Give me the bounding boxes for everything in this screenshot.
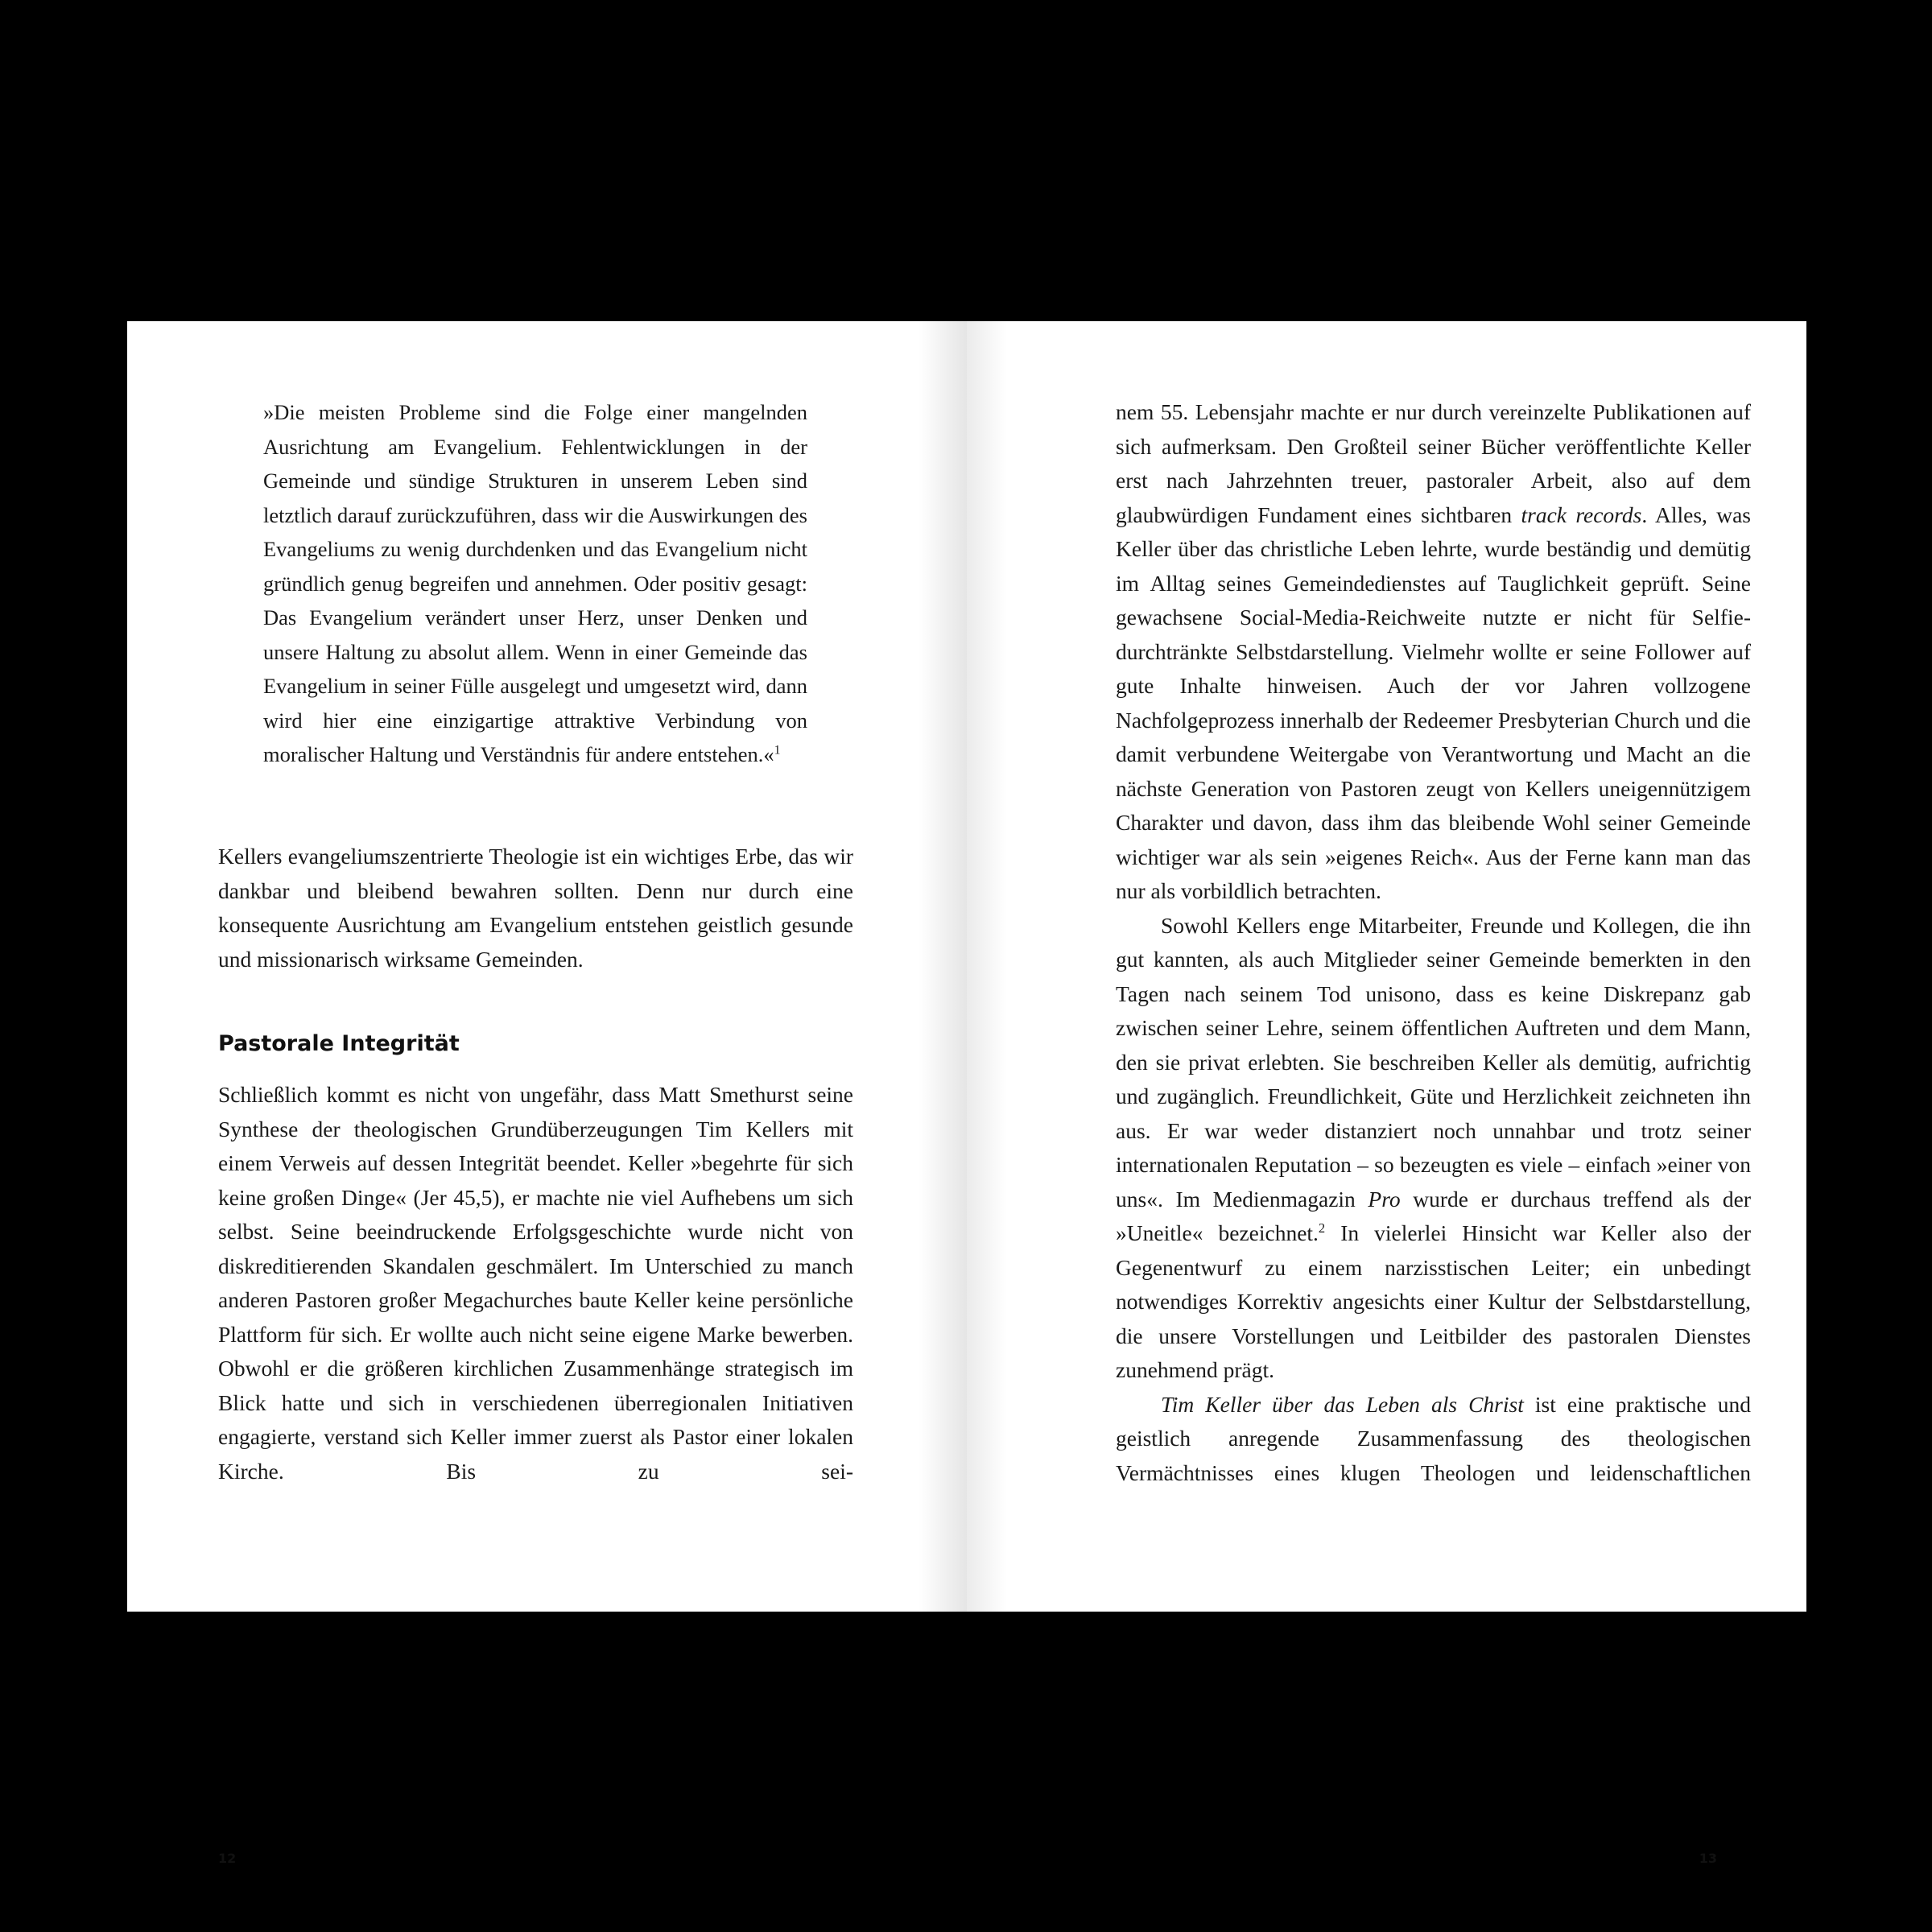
page-number-left: 12 (218, 1851, 237, 1866)
body-paragraph-left: Schließlich kommt es nicht von ungefähr, dass Matt Smethurst seine Synthese der theologischen Grundüberzeugungen Tim Kellers mit einem Verweis auf dessen Integrität beendet. Keller »begehrte für sich keine großen Dinge« (Jer 45,5), er machte nie viel Aufhebens um sich selbst. Seine beeindruckende Erfolgsgeschichte wurde nicht von diskreditierenden Skandalen geschmälert. Im Unterschied zu manch anderen Pastoren großer Megachurches baute Keller keine persönliche Plattform für sich. Er wollte auch nicht seine eigene Marke bewerben. Obwohl er die größeren kirchlichen Zusammenhänge strategisch im Blick hatte und sich in verschiedenen überregionalen Initiativen engagierte, verstand sich Keller immer zuerst als Pastor einer lokalen Kirche. Bis zu sei- (218, 1082, 853, 1484)
italic-track-records: track records (1521, 502, 1642, 527)
paragraph-right-2-text-c: In vielerlei Hinsicht war Keller also der Gegenentwurf zu einem narzisstischen Leiter; ein unbedingt notwendiges Korrektiv angesichts einer Kultur der Selbstdarstellung, die unsere Vorstellungen und Leitbilder des pastoralen Dienstes zunehmend prägt. (1116, 1220, 1751, 1382)
italic-pro: Pro (1368, 1186, 1401, 1212)
intro-paragraph: Kellers evangeliumszentrierte Theologie ist ein wichtiges Erbe, das wir dankbar und bleibend bewahren sollten. Denn nur durch eine konsequente Ausrichtung am Evangelium entstehen geistlich gesunde und missionarisch wirksame Gemeinden. (218, 844, 853, 972)
quote-text: »Die meisten Probleme sind die Folge einer mangelnden Ausrichtung am Evangelium. Fehlentwicklungen in der Gemeinde und sündige Strukturen in unserem Leben sind letztlich darauf zurückzuführen, dass wir die Auswirkungen des Evangeliums zu wenig durchdenken und das Evangelium nicht gründlich genug begreifen und annehmen. Oder positiv gesagt: Das Evangelium verändert unser Herz, unser Denken und unsere Haltung zu absolut allem. Wenn in einer Gemeinde das Evangelium in seiner Fülle ausgelegt und umgesetzt wird, dann wird hier eine einzigartige attraktive Verbindung von moralischer Haltung und Verständnis für andere entstehen.« (263, 400, 807, 766)
page-number-right: 13 (1699, 1851, 1717, 1866)
paragraph-right-2 (1116, 909, 1751, 1388)
paragraph-right-3-text: ist eine praktische und geistlich anregende Zusammenfassung des theologischen Vermächtnisses eines klugen Theologen und leidenschaftlichen (1116, 1391, 1752, 1485)
paragraph-right-1-text-b: . Alles, was Keller über das christliche Leben lehrte, wurde beständig und demütig im Alltag seines Gemeindedienstes auf Tauglichkeit geprüft. Seine gewachsene Social-Media-Reichweite nutzte er nicht für Selfie-durchtränkte Selbstdarstellung. Vielmehr wollte er seine Follower auf gute Inhalte hinweisen. Auch der vor Jahren vollzogene Nachfolgeprozess innerhalb der Redeemer Presbyterian Church und die damit verbundene Weitergabe von Verantwortung und Macht an die nächste Generation von Pastoren zeugt von Kellers uneigennützigem Charakter und davon, dass ihm das bleibende Wohl seiner Gemeinde wichtiger war als sein »eigenes Reich«. Aus der Ferne kann man das nur als vorbildlich betrachten. (1116, 502, 1751, 903)
paragraph-right-2-text-b: wurde er durchaus treffend als der »Uneitle« bezeichnet. (1116, 1186, 1751, 1245)
section-heading: Pastorale Integrität (218, 1031, 460, 1056)
left-page (127, 321, 967, 1866)
block-quote (263, 395, 807, 772)
footnote-marker-2: 2 (1318, 1220, 1326, 1236)
right-page (967, 321, 1806, 1866)
paragraph-right-1 (1116, 395, 1751, 909)
paragraph-right-1-text-a: nem 55. Lebensjahr machte er nur durch vereinzelte Publikationen auf sich aufmerksam. Den Großteil seiner Bücher veröffentlichte Keller erst nach Jahrzehnten treuer, pastoraler Arbeit, also auf dem glaubwürdigen Fundament eines sichtbaren (1116, 399, 1751, 527)
paragraph-right-3 (1116, 1388, 1751, 1491)
footnote-marker-1: 1 (774, 743, 781, 758)
book-spread (127, 321, 1806, 1866)
paragraph-right-2-text-a: Sowohl Kellers enge Mitarbeiter, Freunde und Kollegen, die ihn gut kannten, als auch Mitglieder seiner Gemeinde bemerkten in den Tagen nach seinem Tod unisono, dass es keine Diskrepanz gab zwischen seiner Lehre, seinem öffentlichen Auftreten und dem Mann, den sie privat erlebten. Sie beschreiben Keller als demütig, aufrichtig und zugänglich. Freundlichkeit, Güte und Herzlichkeit zeichneten ihn aus. Er war weder distanziert noch unnahbar und trotz seiner internationalen Reputation – so bezeugten es viele – einfach »einer von uns«. Im Medienmagazin (1116, 912, 1751, 1212)
italic-book-title: Tim Keller über das Leben als Christ (1161, 1391, 1524, 1417)
body-text-right (1116, 395, 1751, 1490)
